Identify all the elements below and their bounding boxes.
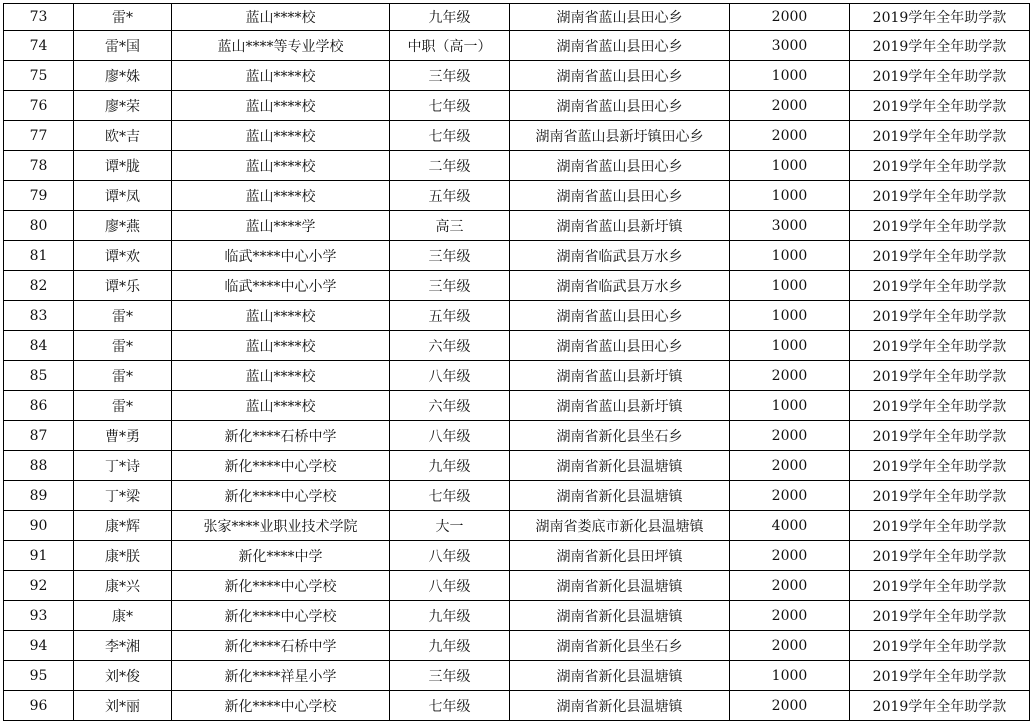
school-cell: 新化****中心学校 <box>172 601 390 631</box>
row-number-cell: 80 <box>4 211 74 241</box>
address-cell: 湖南省新化县温塘镇 <box>510 661 730 691</box>
table-row <box>4 31 1030 61</box>
address-cell: 湖南省蓝山县田心乡 <box>510 181 730 211</box>
table-row <box>4 331 1030 361</box>
row-number-cell: 90 <box>4 511 74 541</box>
school-cell: 蓝山****校 <box>172 391 390 421</box>
amount-cell: 2000 <box>730 541 850 571</box>
amount-cell: 1000 <box>730 331 850 361</box>
row-number-cell: 89 <box>4 481 74 511</box>
address-cell: 湖南省蓝山县田心乡 <box>510 331 730 361</box>
row-number-cell: 94 <box>4 631 74 661</box>
amount-cell: 2000 <box>730 451 850 481</box>
name-cell: 丁*梁 <box>74 481 172 511</box>
school-cell: 新化****中心学校 <box>172 571 390 601</box>
amount-cell: 2000 <box>730 631 850 661</box>
grade-cell: 八年级 <box>390 571 510 601</box>
address-cell: 湖南省临武县万水乡 <box>510 271 730 301</box>
name-cell: 欧*吉 <box>74 121 172 151</box>
table-row <box>4 661 1030 691</box>
grade-cell: 九年级 <box>390 4 510 31</box>
grade-cell: 八年级 <box>390 421 510 451</box>
address-cell: 湖南省蓝山县新圩镇 <box>510 211 730 241</box>
aid-type-cell: 2019学年全年助学款 <box>850 601 1030 631</box>
name-cell: 谭*凤 <box>74 181 172 211</box>
school-cell: 新化****中心学校 <box>172 481 390 511</box>
table-row <box>4 301 1030 331</box>
name-cell: 刘*丽 <box>74 691 172 721</box>
name-cell: 康*辉 <box>74 511 172 541</box>
school-cell: 蓝山****学 <box>172 211 390 241</box>
table-row <box>4 151 1030 181</box>
aid-type-cell: 2019学年全年助学款 <box>850 451 1030 481</box>
name-cell: 谭*胧 <box>74 151 172 181</box>
row-number-cell: 75 <box>4 61 74 91</box>
aid-type-cell: 2019学年全年助学款 <box>850 151 1030 181</box>
aid-type-cell: 2019学年全年助学款 <box>850 181 1030 211</box>
grade-cell: 大一 <box>390 511 510 541</box>
name-cell: 廖*姝 <box>74 61 172 91</box>
aid-type-cell: 2019学年全年助学款 <box>850 61 1030 91</box>
row-number-cell: 93 <box>4 601 74 631</box>
school-cell: 新化****石桥中学 <box>172 631 390 661</box>
table-row <box>4 541 1030 571</box>
row-number-cell: 78 <box>4 151 74 181</box>
name-cell: 康* <box>74 601 172 631</box>
aid-type-cell: 2019学年全年助学款 <box>850 211 1030 241</box>
grade-cell: 高三 <box>390 211 510 241</box>
row-number-cell: 92 <box>4 571 74 601</box>
name-cell: 康*兴 <box>74 571 172 601</box>
school-cell: 蓝山****校 <box>172 151 390 181</box>
name-cell: 雷* <box>74 331 172 361</box>
school-cell: 临武****中心小学 <box>172 241 390 271</box>
name-cell: 曹*勇 <box>74 421 172 451</box>
school-cell: 蓝山****等专业学校 <box>172 31 390 61</box>
aid-type-cell: 2019学年全年助学款 <box>850 421 1030 451</box>
name-cell: 康*朕 <box>74 541 172 571</box>
grade-cell: 六年级 <box>390 391 510 421</box>
table-row <box>4 421 1030 451</box>
grade-cell: 八年级 <box>390 361 510 391</box>
address-cell: 湖南省新化县坐石乡 <box>510 631 730 661</box>
aid-type-cell: 2019学年全年助学款 <box>850 301 1030 331</box>
address-cell: 湖南省新化县温塘镇 <box>510 451 730 481</box>
row-number-cell: 83 <box>4 301 74 331</box>
amount-cell: 1000 <box>730 391 850 421</box>
name-cell: 廖*荣 <box>74 91 172 121</box>
amount-cell: 3000 <box>730 31 850 61</box>
row-number-cell: 81 <box>4 241 74 271</box>
school-cell: 新化****中学 <box>172 541 390 571</box>
table-body <box>4 4 1030 721</box>
aid-type-cell: 2019学年全年助学款 <box>850 91 1030 121</box>
amount-cell: 2000 <box>730 601 850 631</box>
amount-cell: 2000 <box>730 361 850 391</box>
name-cell: 李*湘 <box>74 631 172 661</box>
amount-cell: 1000 <box>730 241 850 271</box>
school-cell: 新化****石桥中学 <box>172 421 390 451</box>
aid-type-cell: 2019学年全年助学款 <box>850 661 1030 691</box>
table-row <box>4 571 1030 601</box>
grade-cell: 七年级 <box>390 691 510 721</box>
address-cell: 湖南省蓝山县新圩镇 <box>510 361 730 391</box>
aid-type-cell: 2019学年全年助学款 <box>850 631 1030 661</box>
row-number-cell: 73 <box>4 4 74 31</box>
address-cell: 湖南省蓝山县田心乡 <box>510 4 730 31</box>
address-cell: 湖南省蓝山县田心乡 <box>510 301 730 331</box>
row-number-cell: 91 <box>4 541 74 571</box>
row-number-cell: 95 <box>4 661 74 691</box>
name-cell: 丁*诗 <box>74 451 172 481</box>
row-number-cell: 84 <box>4 331 74 361</box>
name-cell: 谭*欢 <box>74 241 172 271</box>
grade-cell: 八年级 <box>390 541 510 571</box>
school-cell: 蓝山****校 <box>172 121 390 151</box>
amount-cell: 2000 <box>730 121 850 151</box>
grade-cell: 三年级 <box>390 661 510 691</box>
address-cell: 湖南省新化县田坪镇 <box>510 541 730 571</box>
amount-cell: 3000 <box>730 211 850 241</box>
row-number-cell: 74 <box>4 31 74 61</box>
grade-cell: 七年级 <box>390 121 510 151</box>
grade-cell: 六年级 <box>390 331 510 361</box>
name-cell: 雷* <box>74 301 172 331</box>
row-number-cell: 86 <box>4 391 74 421</box>
amount-cell: 2000 <box>730 4 850 31</box>
aid-recipients-table <box>3 3 1030 721</box>
address-cell: 湖南省蓝山县田心乡 <box>510 31 730 61</box>
aid-type-cell: 2019学年全年助学款 <box>850 511 1030 541</box>
school-cell: 新化****中心学校 <box>172 691 390 721</box>
amount-cell: 1000 <box>730 61 850 91</box>
address-cell: 湖南省蓝山县田心乡 <box>510 151 730 181</box>
amount-cell: 1000 <box>730 181 850 211</box>
address-cell: 湖南省新化县温塘镇 <box>510 571 730 601</box>
name-cell: 谭*乐 <box>74 271 172 301</box>
row-number-cell: 79 <box>4 181 74 211</box>
school-cell: 蓝山****校 <box>172 4 390 31</box>
aid-type-cell: 2019学年全年助学款 <box>850 241 1030 271</box>
name-cell: 雷* <box>74 4 172 31</box>
grade-cell: 三年级 <box>390 61 510 91</box>
table-row <box>4 241 1030 271</box>
table-row <box>4 481 1030 511</box>
name-cell: 刘*俊 <box>74 661 172 691</box>
table-row <box>4 601 1030 631</box>
aid-type-cell: 2019学年全年助学款 <box>850 361 1030 391</box>
table-row <box>4 451 1030 481</box>
grade-cell: 五年级 <box>390 301 510 331</box>
table-row <box>4 211 1030 241</box>
table-row <box>4 271 1030 301</box>
school-cell: 蓝山****校 <box>172 331 390 361</box>
school-cell: 张家****业职业技术学院 <box>172 511 390 541</box>
address-cell: 湖南省临武县万水乡 <box>510 241 730 271</box>
table-row <box>4 691 1030 721</box>
row-number-cell: 87 <box>4 421 74 451</box>
address-cell: 湖南省蓝山县田心乡 <box>510 61 730 91</box>
amount-cell: 2000 <box>730 571 850 601</box>
school-cell: 临武****中心小学 <box>172 271 390 301</box>
row-number-cell: 76 <box>4 91 74 121</box>
grade-cell: 三年级 <box>390 271 510 301</box>
school-cell: 新化****中心学校 <box>172 451 390 481</box>
aid-type-cell: 2019学年全年助学款 <box>850 541 1030 571</box>
grade-cell: 九年级 <box>390 451 510 481</box>
table-row <box>4 511 1030 541</box>
grade-cell: 五年级 <box>390 181 510 211</box>
school-cell: 蓝山****校 <box>172 61 390 91</box>
name-cell: 雷* <box>74 391 172 421</box>
table-row <box>4 391 1030 421</box>
amount-cell: 2000 <box>730 91 850 121</box>
address-cell: 湖南省新化县坐石乡 <box>510 421 730 451</box>
school-cell: 蓝山****校 <box>172 361 390 391</box>
name-cell: 廖*燕 <box>74 211 172 241</box>
aid-type-cell: 2019学年全年助学款 <box>850 4 1030 31</box>
table-row <box>4 61 1030 91</box>
aid-type-cell: 2019学年全年助学款 <box>850 271 1030 301</box>
aid-type-cell: 2019学年全年助学款 <box>850 331 1030 361</box>
address-cell: 湖南省蓝山县田心乡 <box>510 91 730 121</box>
grade-cell: 九年级 <box>390 601 510 631</box>
name-cell: 雷* <box>74 361 172 391</box>
table-row <box>4 4 1030 31</box>
table-row <box>4 121 1030 151</box>
amount-cell: 1000 <box>730 271 850 301</box>
table-row <box>4 631 1030 661</box>
aid-type-cell: 2019学年全年助学款 <box>850 481 1030 511</box>
school-cell: 新化****祥星小学 <box>172 661 390 691</box>
school-cell: 蓝山****校 <box>172 301 390 331</box>
amount-cell: 2000 <box>730 421 850 451</box>
grade-cell: 中职（高一） <box>390 31 510 61</box>
address-cell: 湖南省新化县温塘镇 <box>510 601 730 631</box>
grade-cell: 二年级 <box>390 151 510 181</box>
amount-cell: 1000 <box>730 661 850 691</box>
aid-type-cell: 2019学年全年助学款 <box>850 31 1030 61</box>
table-row <box>4 181 1030 211</box>
grade-cell: 九年级 <box>390 631 510 661</box>
aid-type-cell: 2019学年全年助学款 <box>850 691 1030 721</box>
address-cell: 湖南省蓝山县新圩镇 <box>510 391 730 421</box>
address-cell: 湖南省新化县温塘镇 <box>510 691 730 721</box>
grade-cell: 七年级 <box>390 91 510 121</box>
school-cell: 蓝山****校 <box>172 91 390 121</box>
row-number-cell: 85 <box>4 361 74 391</box>
amount-cell: 1000 <box>730 151 850 181</box>
row-number-cell: 82 <box>4 271 74 301</box>
row-number-cell: 77 <box>4 121 74 151</box>
address-cell: 湖南省娄底市新化县温塘镇 <box>510 511 730 541</box>
school-cell: 蓝山****校 <box>172 181 390 211</box>
grade-cell: 三年级 <box>390 241 510 271</box>
row-number-cell: 88 <box>4 451 74 481</box>
aid-type-cell: 2019学年全年助学款 <box>850 391 1030 421</box>
aid-type-cell: 2019学年全年助学款 <box>850 571 1030 601</box>
aid-type-cell: 2019学年全年助学款 <box>850 121 1030 151</box>
amount-cell: 4000 <box>730 511 850 541</box>
address-cell: 湖南省新化县温塘镇 <box>510 481 730 511</box>
amount-cell: 1000 <box>730 301 850 331</box>
address-cell: 湖南省蓝山县新圩镇田心乡 <box>510 121 730 151</box>
table-row <box>4 91 1030 121</box>
grade-cell: 七年级 <box>390 481 510 511</box>
table-row <box>4 361 1030 391</box>
amount-cell: 2000 <box>730 481 850 511</box>
amount-cell: 2000 <box>730 691 850 721</box>
row-number-cell: 96 <box>4 691 74 721</box>
name-cell: 雷*国 <box>74 31 172 61</box>
